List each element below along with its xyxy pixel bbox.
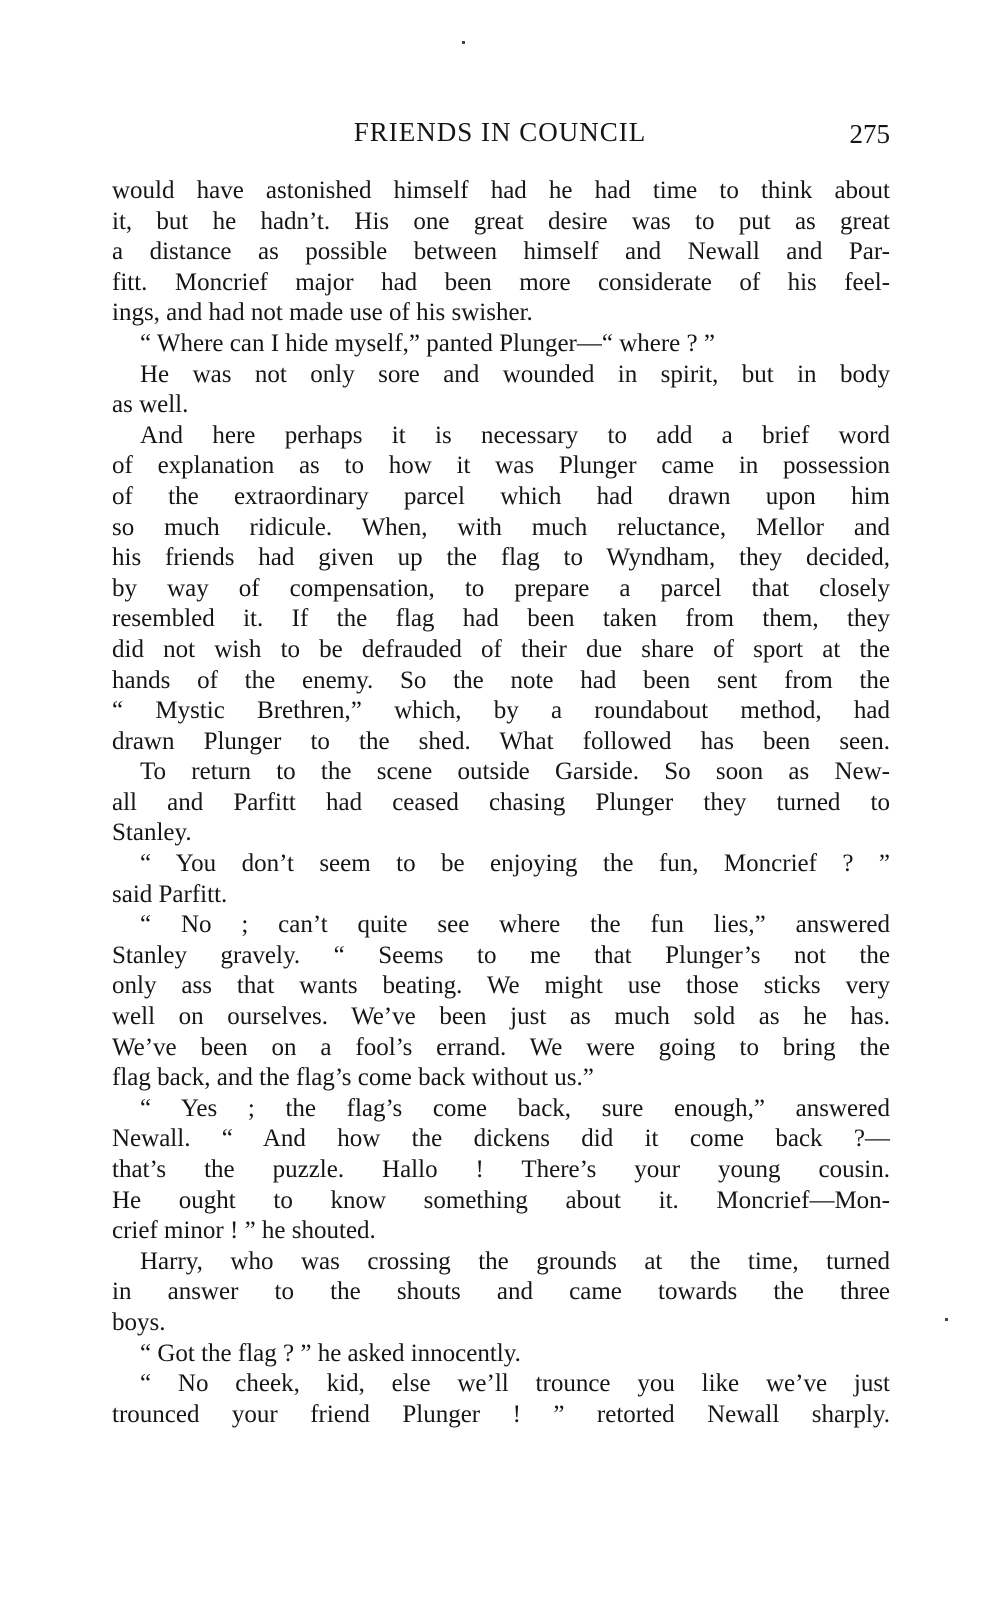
text-line: that’s the puzzle. Hallo ! There’s your young cousin. bbox=[112, 1156, 890, 1183]
text-line: Newall. “ And how the dickens did it come back ?— bbox=[112, 1125, 890, 1153]
text-line: hands of the enemy. So the note had been sent from the bbox=[112, 666, 890, 694]
text-line: said Parfitt. bbox=[112, 880, 228, 908]
text-line: Stanley. bbox=[112, 819, 192, 847]
text-line: ings, and had not made use of his swisher. bbox=[112, 299, 533, 327]
text-line: well on ourselves. We’ve been just as much sold as he has. bbox=[112, 1003, 890, 1031]
text-line: of explanation as to how it was Plunger came in possession bbox=[112, 452, 890, 480]
page-number: 275 bbox=[849, 119, 890, 149]
text-line: Stanley gravely. “ Seems to me that Plunger’s not the bbox=[112, 941, 890, 969]
text-line: Harry, who was crossing the grounds at the time, turned bbox=[140, 1247, 890, 1275]
text-line: We’ve been on a fool’s errand. We were going to bring the bbox=[112, 1033, 890, 1061]
text-line: did not wish to be defrauded of their due share of sport at the bbox=[112, 635, 890, 663]
text-line: as well. bbox=[112, 391, 189, 419]
text-line: of the extraordinary parcel which had drawn upon him bbox=[112, 482, 890, 510]
text-line: “ You don’t seem to be enjoying the fun, Moncrief ? ” bbox=[140, 850, 890, 878]
text-line: flag back, and the flag’s come back without us.” bbox=[112, 1064, 594, 1092]
text-line: “ Yes ; the flag’s come back, sure enough,” answered bbox=[140, 1094, 890, 1122]
text-line: fitt. Moncrief major had been more considerate of his feel- bbox=[112, 268, 890, 296]
scan-speck bbox=[945, 1318, 948, 1321]
text-line: only ass that wants beating. We might use those sticks very bbox=[112, 972, 890, 1000]
text-line: He ought to know something about it. Moncrief—Mon- bbox=[112, 1186, 890, 1214]
text-line: trounced your friend Plunger ! ” retorted Newall sharply. bbox=[112, 1400, 890, 1428]
text-line: “ No cheek, kid, else we’ll trounce you like we’ve just bbox=[140, 1370, 890, 1398]
text-line: all and Parfitt had ceased chasing Plunger they turned to bbox=[112, 788, 890, 816]
text-line: in answer to the shouts and came towards the three bbox=[112, 1278, 890, 1306]
body-text bbox=[112, 176, 890, 1430]
text-line: “ No ; can’t quite see where the fun lies,” answered bbox=[140, 911, 890, 939]
text-line: To return to the scene outside Garside. So soon as New- bbox=[140, 758, 890, 786]
text-line: so much ridicule. When, with much reluctance, Mellor and bbox=[112, 513, 890, 541]
text-line: boys. bbox=[112, 1308, 166, 1336]
text-line: crief minor ! ” he shouted. bbox=[112, 1217, 376, 1245]
text-line: resembled it. If the flag had been taken from them, they bbox=[112, 605, 890, 633]
text-line: would have astonished himself had he had time to think about bbox=[112, 177, 890, 204]
text-line: “ Mystic Brethren,” which, by a roundabout method, had bbox=[112, 697, 890, 725]
text-line: He was not only sore and wounded in spirit, but in body bbox=[140, 360, 890, 388]
text-line: a distance as possible between himself and Newall and Par- bbox=[112, 238, 890, 266]
text-line: it, but he hadn’t. His one great desire was to put as great bbox=[112, 207, 890, 235]
text-line: by way of compensation, to prepare a parcel that closely bbox=[112, 574, 890, 602]
scan-speck bbox=[462, 41, 465, 44]
text-line: “ Got the flag ? ” he asked innocently. bbox=[140, 1339, 521, 1367]
text-line: And here perhaps it is necessary to add a brief word bbox=[140, 421, 890, 449]
page-header bbox=[110, 112, 890, 152]
text-line: “ Where can I hide myself,” panted Plunger—“ where ? ” bbox=[140, 329, 715, 357]
text-line: drawn Plunger to the shed. What followed has been seen. bbox=[112, 727, 890, 755]
running-title: FRIENDS IN COUNCIL bbox=[353, 117, 647, 147]
text-line: his friends had given up the flag to Wyndham, they decided, bbox=[112, 544, 890, 572]
